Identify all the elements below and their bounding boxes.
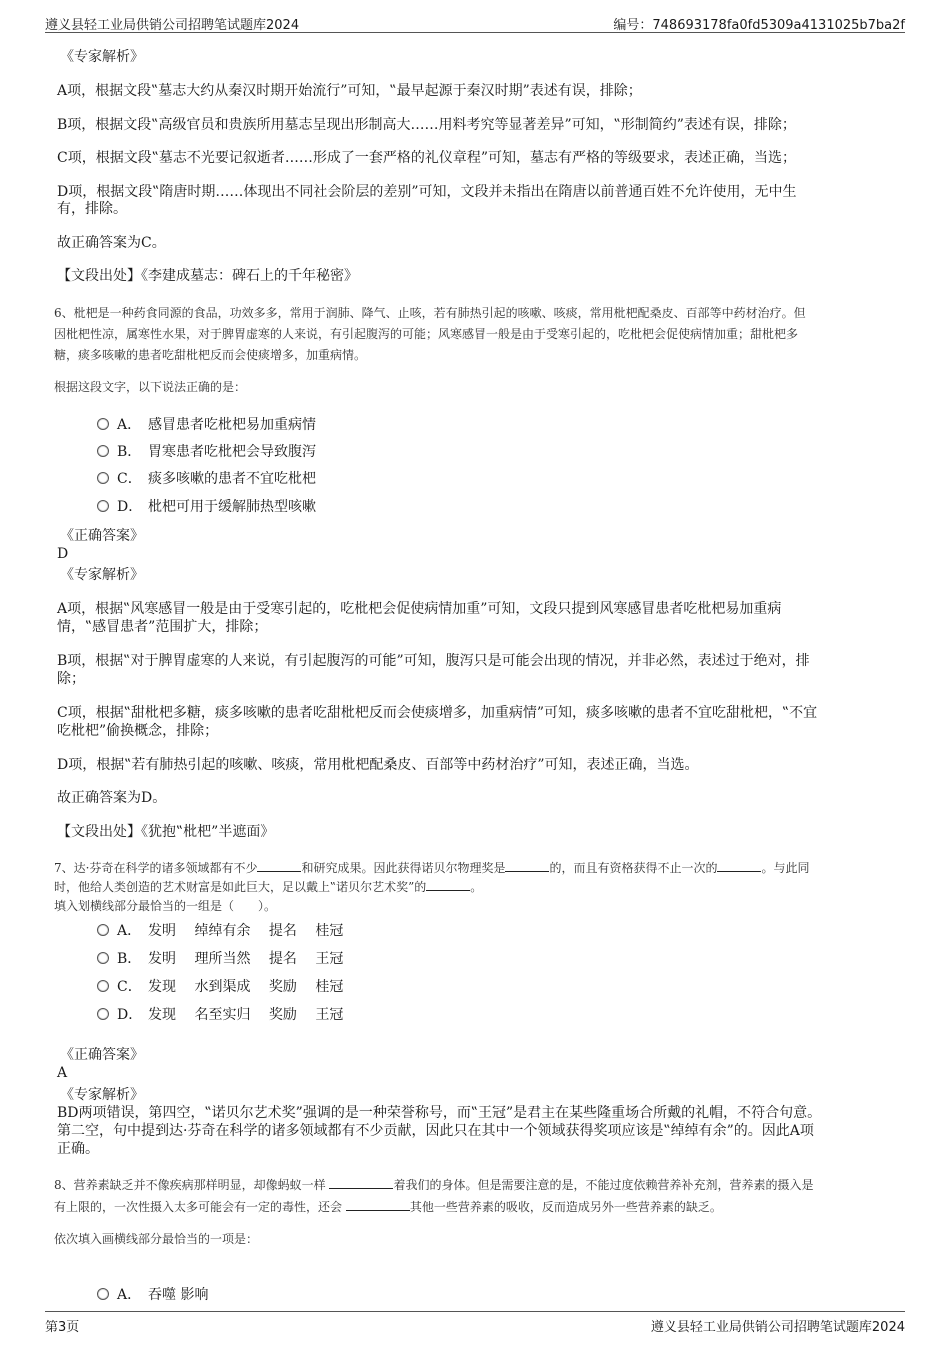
q6-analysis-b-line1: B项，根据‟对于脾胃虚寒的人来说，有引起腹泻的可能”可知，腹泻只是可能会出现的情况，并非必然，表述过于绝对，排: [57, 653, 810, 669]
option-text: 吞噬 影响: [148, 1287, 209, 1303]
option-letter: A．: [117, 417, 142, 433]
q7-stem-part: 。与此同: [761, 861, 810, 875]
q6-analysis-d: D项，根据‟若有肺热引起的咳嗽、咳痰，常用枇杷配桑皮、百部等中药材治疗”可知，表述正确，当选。: [57, 757, 699, 773]
option-text: 发明 绰绰有余 提名 桂冠: [148, 923, 344, 939]
q5-analysis-c: C项，根据文段‟墓志不光要记叙逝者……形成了一套严格的礼仪章程”可知，墓志有严格的等级要求，表述正确，当选；: [57, 150, 797, 166]
q7-stem-part: 和研究成果。因此获得诺贝尔物理奖是: [301, 861, 506, 875]
radio-button[interactable]: [97, 952, 109, 964]
page-header: [45, 10, 905, 33]
q6-analysis-b-line2: 除；: [57, 671, 85, 687]
option-text: 枇杷可用于缓解肺热型咳嗽: [148, 499, 316, 515]
q7-stem-part: 的，而且有资格获得不止一次的: [549, 861, 718, 875]
q6-analysis-c-line2: 吃枇杷”偷换概念，排除；: [57, 723, 219, 739]
q8-stem-line2: [54, 1196, 722, 1218]
q5-expert-label: 《专家解析》: [60, 49, 144, 65]
radio-button[interactable]: [97, 418, 109, 430]
radio-button[interactable]: [97, 500, 109, 512]
radio-button[interactable]: [97, 1288, 109, 1300]
q7-expert-label: 《专家解析》: [60, 1087, 144, 1103]
option-letter: A．: [117, 1287, 142, 1303]
q5-source: 【文段出处】《李建成墓志：碑石上的千年秘密》: [57, 268, 358, 284]
q7-analysis-line2: 第二空，句中提到达·芬奇在科学的诸多领域都有不少贡献，因此只在其中一个领域获得奖项应该是‟绰绰有余”的。因此A项: [57, 1123, 814, 1139]
option-text: 发现 名至实归 奖励 王冠: [148, 1007, 344, 1023]
q8-stem-part: 有上限的，一次性摄入太多可能会有一定的毒性，还会: [54, 1200, 343, 1214]
option-text: 感冒患者吃枇杷易加重病情: [148, 417, 316, 433]
option-text: 胃寒患者吃枇杷会导致腹泻: [148, 444, 316, 460]
radio-button[interactable]: [97, 980, 109, 992]
q5-final-answer: 故正确答案为C。: [57, 235, 166, 251]
q7-analysis-line1: BD两项错误，第四空，‟诺贝尔艺术奖”强调的是一种荣誉称号，而‟王冠”是君主在某些隆重场合所戴的礼帽，不符合句意。: [57, 1105, 822, 1121]
option-letter: A．: [117, 923, 142, 939]
q6-analysis-a-line1: A项，根据‟风寒感冒一般是由于受寒引起的，吃枇杷会促使病情加重”可知，文段只提到风寒感冒患者吃枇杷易加重病: [57, 601, 782, 617]
q7-analysis-line3: 正确。: [57, 1141, 99, 1157]
radio-button[interactable]: [97, 1008, 109, 1020]
q6-prompt: 根据这段文字，以下说法正确的是：: [54, 380, 247, 394]
q6-stem-line3: 糖，痰多咳嗽的患者吃甜枇杷反而会使痰增多，加重病情。: [54, 348, 367, 362]
answer-blank: [257, 859, 301, 872]
option-letter: B．: [117, 951, 142, 967]
page-number: 第3页: [45, 1320, 80, 1335]
q5-analysis-d-line1: D项，根据文段‟隋唐时期……体现出不同社会阶层的差别”可知，文段并未指出在隋唐以前普通百姓不允许使用，无中生: [57, 184, 797, 200]
answer-blank: [329, 1176, 393, 1189]
page-footer: [45, 1311, 905, 1336]
q7-answer: A: [57, 1065, 68, 1081]
q7-prompt: 填入划横线部分最恰当的一组是（ ）。: [54, 899, 277, 913]
q8-stem-part: 着我们的身体。但是需要注意的是，不能过度依赖营养补充剂，营养素的摄入是: [393, 1178, 814, 1192]
footer-title: 遵义县轻工业局供销公司招聘笔试题库2024: [650, 1320, 905, 1335]
q6-expert-label: 《专家解析》: [60, 567, 144, 583]
option-text: 发现 水到渠成 奖励 桂冠: [148, 979, 344, 995]
answer-blank: [717, 859, 761, 872]
q7-stem-part: 7、达·芬奇在科学的诸多领域都有不少: [54, 861, 258, 875]
q6-analysis-c-line1: C项，根据‟甜枇杷多糖，痰多咳嗽的患者吃甜枇杷反而会使痰增多，加重病情”可知，痰多咳嗽的患者不宜吃甜枇杷，‟不宜: [57, 705, 818, 721]
q6-source: 【文段出处】《犹抱‟枇杷”半遮面》: [57, 824, 275, 840]
q6-answer-label: 《正确答案》: [60, 528, 144, 544]
q5-analysis-a: A项，根据文段‟墓志大约从秦汉时期开始流行”可知，‟最早起源于秦汉时期”表述有误，排除；: [57, 83, 642, 99]
radio-button[interactable]: [97, 445, 109, 457]
q8-stem-part: 8、营养素缺乏并不像疾病那样明显，却像蚂蚁一样: [54, 1178, 326, 1192]
option-letter: B．: [117, 444, 142, 460]
q6-final-answer: 故正确答案为D。: [57, 790, 167, 806]
q7-answer-label: 《正确答案》: [60, 1047, 144, 1063]
option-letter: D．: [117, 499, 143, 515]
q8-prompt: 依次填入画横线部分最恰当的一项是：: [54, 1232, 259, 1246]
q8-stem-line1: [54, 1174, 813, 1196]
answer-blank: [346, 1198, 410, 1211]
answer-blank: [426, 878, 470, 891]
q6-analysis-a-line2: 情，‟感冒患者”范围扩大，排除；: [57, 619, 268, 635]
q6-stem-line1: 6、枇杷是一种药食同源的食品，功效多多，常用于润肺、降气、止咳，若有肺热引起的咳嗽、咳痰，常用枇杷配桑皮、百部等中药材治疗。但: [54, 306, 806, 320]
q6-stem-line2: 因枇杷性凉，属寒性水果，对于脾胃虚寒的人来说，有引起腹泻的可能；风寒感冒一般是由于受寒引起的，吃枇杷会促使病情加重；甜枇杷多: [54, 327, 799, 341]
header-serial: 编号：748693178fa0fd5309a4131025b7ba2f: [613, 18, 905, 33]
q6-answer: D: [57, 546, 69, 562]
radio-button[interactable]: [97, 924, 109, 936]
q5-analysis-d-line2: 有，排除。: [57, 201, 127, 217]
option-text: 发明 理所当然 提名 王冠: [148, 951, 344, 967]
option-text: 痰多咳嗽的患者不宜吃枇杷: [148, 471, 316, 487]
option-letter: D．: [117, 1007, 143, 1023]
radio-button[interactable]: [97, 472, 109, 484]
header-title: 遵义县轻工业局供销公司招聘笔试题库2024: [45, 18, 300, 33]
q5-analysis-b: B项，根据文段‟高级官员和贵族所用墓志呈现出形制高大……用料考究等显著差异”可知，‟形制简约”表述有误，排除；: [57, 117, 796, 133]
option-letter: C．: [117, 471, 142, 487]
q8-stem-part: 其他一些营养素的吸收，反而造成另外一些营养素的缺乏。: [409, 1200, 722, 1214]
answer-blank: [505, 859, 549, 872]
q7-stem-part: 时，他给人类创造的艺术财富是如此巨大，足以戴上‟诺贝尔艺术奖”的: [54, 880, 427, 894]
option-letter: C．: [117, 979, 142, 995]
q7-stem-part: 。: [470, 880, 483, 894]
